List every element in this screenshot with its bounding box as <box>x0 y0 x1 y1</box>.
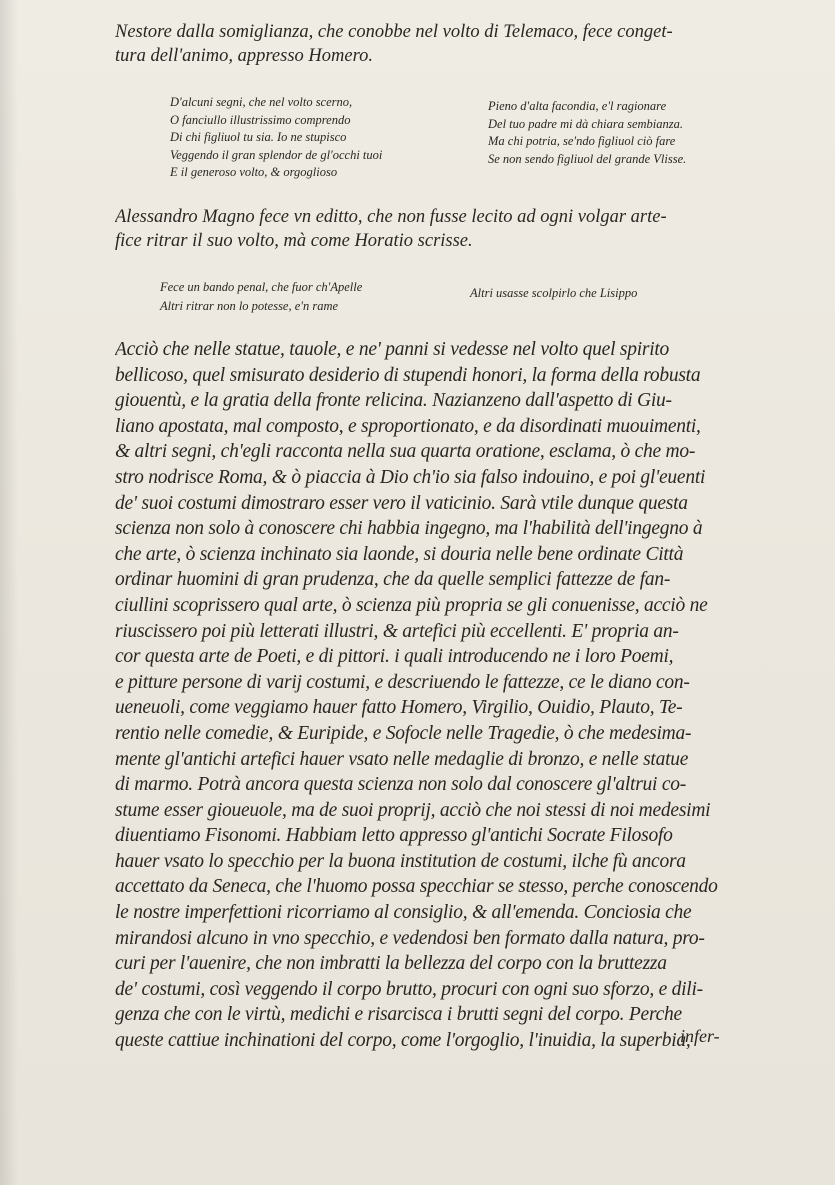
text-line: queste cattiue inchinationi del corpo, come l'orgoglio, l'inuidia, la superbia, <box>115 1030 691 1052</box>
text-line: de' costumi, così veggendo il corpo brutto, procuri con ogni suo sforzo, e dili- <box>115 978 703 1000</box>
text-line: e pitture persone di varij costumi, e descriuendo le fattezze, ce le diano con- <box>115 671 690 693</box>
text-line: genza che con le virtù, medichi e risarcisca i brutti segni del corpo. Perche <box>115 1004 682 1026</box>
verse-line: Fece un bando penal, che fuor ch'Apelle <box>160 280 363 294</box>
text-line: liano apostata, mal composto, e sproportionato, e da disordinati muouimenti, <box>115 415 701 437</box>
text-line: & altri segni, ch'egli racconta nella sua quarta oratione, esclama, ò che mo- <box>115 441 696 463</box>
text-line: ordinar huomini di gran prudenza, che da quelle semplici fattezze de fan- <box>115 569 671 591</box>
verse-line: Pieno d'alta facondia, e'l ragionare <box>488 99 667 113</box>
text-line: hauer vsato lo specchio per la buona institution de costumi, ilche fù ancora <box>115 850 686 872</box>
page-gutter-shadow <box>0 0 18 1185</box>
verse-line: Veggendo il gran splendor de gl'occhi tuoi <box>170 147 383 162</box>
text-line: scienza non solo à conoscere chi habbia ingegno, ma l'habilità dell'ingegno à <box>115 518 703 540</box>
verse-line: Se non sendo figliuol del grande Vlisse. <box>488 151 687 166</box>
verse-line: D'alcuni segni, che nel volto scerno, <box>170 95 353 109</box>
verse-line: Del tuo padre mi dà chiara sembianza. <box>488 116 684 131</box>
text-line: mirandosi alcuno in vno specchio, e vedendosi ben formato dalla natura, pro- <box>115 927 705 949</box>
text-line: de' suoi costumi dimostraro esser vero il vaticinio. Sarà vtile dunque questa <box>115 492 688 514</box>
verse-line: Altri ritrar non lo potesse, e'n rame <box>160 299 339 313</box>
text-line: che arte, ò scienza inchinato sia laonde, si douria nelle bene ordinate Città <box>115 543 684 565</box>
text-line: stume esser gioueuole, ma de suoi proprij, acciò che noi stessi di noi medesimi <box>115 799 711 821</box>
text-line: ueneuoli, come veggiamo hauer fatto Homero, Virgilio, Ouidio, Plauto, Te- <box>115 697 683 719</box>
text-line: riuscissero poi più letterati illustri, & artefici più eccellenti. E' propria an- <box>115 620 679 642</box>
text-line: tura dell'animo, appresso Homero. <box>115 46 373 66</box>
verse-block-left <box>170 94 382 182</box>
text-line: mente gl'antichi artefici hauer vsato nelle medaglie di bronzo, e nelle statue <box>115 748 689 770</box>
text-line: curi per l'auenire, che non imbratti la bellezza del corpo con la bruttezza <box>115 953 667 975</box>
text-line: le nostre imperfettioni ricorriamo al consiglio, & all'emenda. Conciosia che <box>115 902 692 924</box>
alessandro-paragraph <box>115 205 765 253</box>
text-line: Nestore dalla somiglianza, che conobbe nel volto di Telemaco, fece conget- <box>115 22 673 42</box>
text-line: ciullini scoprissero qual arte, ò scienza più propria se gli conuenisse, acciò ne <box>115 594 708 616</box>
verse-line: Di chi figliuol tu sia. Io ne stupisco <box>170 130 347 144</box>
text-line: rentio nelle comedie, & Euripide, e Sofocle nelle Tragedie, ò che medesima- <box>115 722 692 744</box>
verse-block-right-2 <box>470 284 637 303</box>
text-line: Alessandro Magno fece vn editto, che non fusse lecito ad ogni volgar arte- <box>115 207 667 227</box>
main-body-paragraph <box>115 337 765 1054</box>
text-line: fice ritrar il suo volto, mà come Horatio scrisse. <box>115 231 473 251</box>
verse-line: O fanciullo illustrissimo comprendo <box>170 112 351 127</box>
text-line: giouentù, e la gratia della fronte relicina. Nazianzeno dall'aspetto di Giu- <box>115 390 672 412</box>
text-line: accettato da Seneca, che l'huomo possa specchiar se stesso, perche conoscendo <box>115 876 718 898</box>
verse-block-right <box>488 98 686 168</box>
verse-line: Altri usasse scolpirlo che Lisippo <box>470 286 638 300</box>
catchword: infer- <box>680 1026 720 1046</box>
text-line: stro nodrisce Roma, & ò piaccia à Dio ch'io sia falso indouino, e poi gl'euenti <box>115 466 706 488</box>
text-line: bellicoso, quel smisurato desiderio di stupendi honori, la forma della robusta <box>115 364 701 386</box>
verse-line: Ma chi potria, se'ndo figliuol ciò fare <box>488 134 676 148</box>
intro-paragraph <box>115 20 765 68</box>
verse-block-left-2 <box>160 278 362 316</box>
verse-line: E il generoso volto, & orgoglioso <box>170 165 338 179</box>
text-line: di marmo. Potrà ancora questa scienza non solo dal conoscere gl'altrui co- <box>115 774 686 796</box>
text-line: Acciò che nelle statue, tauole, e ne' panni si vedesse nel volto quel spirito <box>115 339 670 360</box>
text-line: diuentiamo Fisonomi. Habbiam letto appresso gl'antichi Socrate Filosofo <box>115 825 673 847</box>
text-line: cor questa arte de Poeti, e di pittori. i quali introducendo ne i loro Poemi, <box>115 646 674 668</box>
